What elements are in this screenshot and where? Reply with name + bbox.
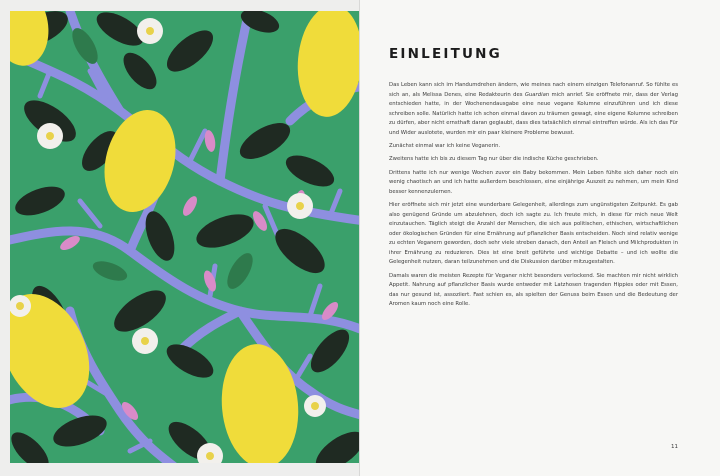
flower — [137, 18, 163, 44]
right-page — [360, 0, 720, 476]
paragraph-6: Damals waren die meisten Rezepte für Veganer nicht besonders verlockend. Sie machten mir nicht wirklich Appetit. Nahrung auf pflanzlicher Basis wurde entweder mit Latzhosen tragenden Hippies oder mit Essen, das nur gesund ist, assoziiert. Fast schien es, als spielten der Genuss beim Essen und die Bedeutung der Aromen kaum noch eine Rolle. — [389, 272, 678, 308]
lemon-illustration — [10, 11, 359, 463]
body-text — [389, 81, 678, 314]
paragraph-5: Hier eröffnete sich mir jetzt eine wunderbare Gelegenheit, allerdings zum ungünstigsten Zeitpunkt. Es gab also genügend Gründe um abzulehnen, doch ich sagte zu. Ich freute mich, in diese für mich neue Welt einzutauchen. Täglich steigt die Anzahl der Menschen, die sich aus politischen, ethischen, wirtschaftlichen oder ökologischen Gründen für eine Ernährung auf pflanzlicher Basis entscheiden. Noch sind relativ wenige zu echten Veganern geworden, doch sehr viele streben danach, den Anteil an Fleisch und Milchprodukten in ihrer Ernährung zu reduzieren. Dies ist eine breit geführte und wichtige Debatte – und ich wollte die Gelegenheit nutzen, daran teilzunehmen und die Diskussion darüber mitzugestalten. — [389, 201, 678, 266]
lemon-pattern-art — [10, 11, 359, 463]
paragraph-4: Drittens hatte ich nur wenige Wochen zuvor ein Baby bekommen. Mein Leben fühlte sich daher noch ein wenig chaotisch an und ich hatte außerdem beschlossen, eine einjährige Auszeit zu nehmen, um mein Kind besser kennenzulernen. — [389, 169, 678, 195]
newspaper-name: Guardian — [524, 91, 550, 98]
paragraph-1: Das Leben kann sich im Handumdrehen ändern, wie meines nach einem einzigen Telefonanruf. So fühlte es sich an, als Melissa Denes, eine Redakteurin des Guardian mich anrief. Sie eröffnete mir, dass der Verlag entschieden hatte, in der Wochenendausgabe eine neue vegane Kolumne einzuführen und ich diese schreiben solle. Natürlich hatte ich schon einmal davon zu träumen gewagt, eine eigene Kolumne schreiben zu dürfen, aber nicht ernsthaft daran geglaubt, dass dies tatsächlich einmal eintreffen würde. Als ich das Für und Wider auslotete, wurden mir ein paar kleinere Probleme bewusst. — [389, 82, 678, 136]
flower — [10, 295, 31, 317]
flower — [304, 395, 326, 417]
flower — [287, 193, 313, 219]
paragraph-3: Zweitens hatte ich bis zu diesem Tag nur über die indische Küche geschrieben. — [389, 156, 599, 163]
paragraph-2: Zunächst einmal war ich keine Veganerin. — [389, 143, 501, 150]
chapter-title: EINLEITUNG — [389, 46, 502, 62]
page-number: 11 — [671, 444, 678, 450]
flower — [132, 328, 158, 354]
flower — [37, 123, 63, 149]
